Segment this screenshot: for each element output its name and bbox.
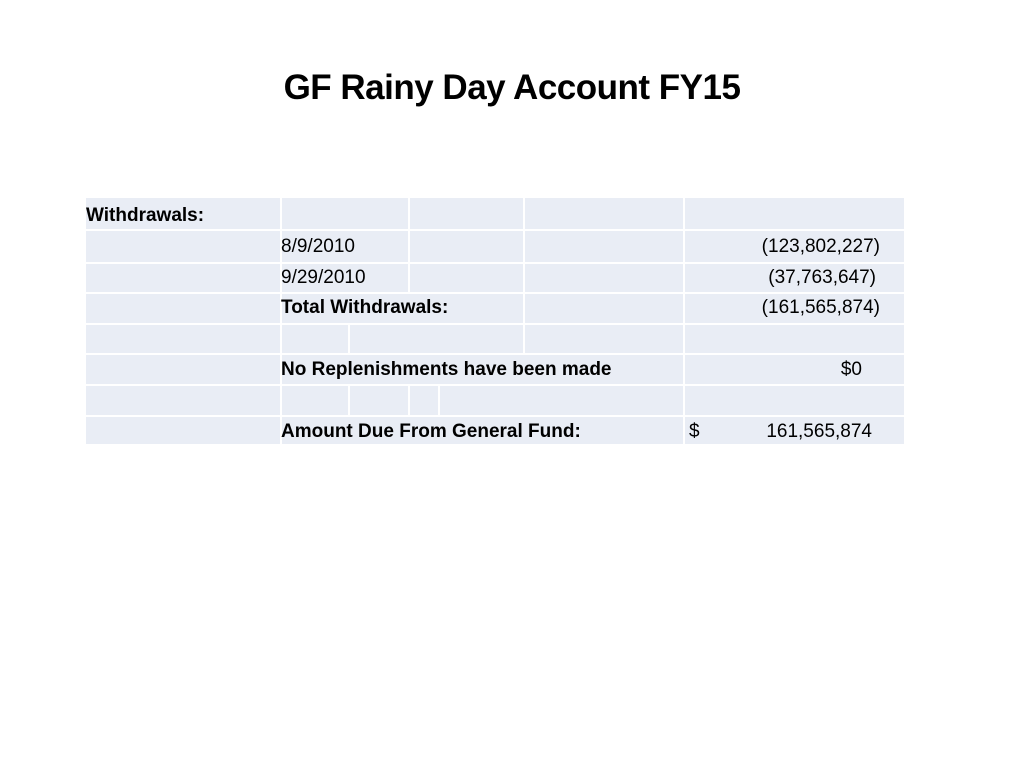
replenishments-amount: $0 — [840, 359, 862, 380]
grid-line — [280, 196, 282, 446]
grid-line — [86, 292, 904, 294]
grid-line — [683, 196, 685, 446]
grid-line — [86, 196, 904, 198]
section-label-withdrawals: Withdrawals: — [86, 205, 205, 226]
grid-line — [86, 353, 904, 355]
grid-line — [408, 196, 410, 292]
grid-line — [408, 384, 410, 415]
grid-line — [86, 262, 904, 264]
grid-line — [86, 323, 904, 325]
total-withdrawals-label: Total Withdrawals: — [281, 297, 449, 318]
grid-line — [86, 415, 904, 417]
withdrawal-date-1: 8/9/2010 — [281, 236, 355, 257]
withdrawal-date-2: 9/29/2010 — [281, 267, 366, 288]
withdrawal-amount-2: (37,763,647) — [768, 267, 876, 288]
total-withdrawals-amount: (161,565,874) — [761, 297, 880, 318]
withdrawals-table — [86, 196, 904, 446]
page-title: GF Rainy Day Account FY15 — [283, 68, 741, 107]
amount-due-value: 161,565,874 — [766, 421, 872, 442]
amount-due-currency: $ — [689, 421, 700, 442]
grid-line — [86, 229, 904, 231]
replenishments-label: No Replenishments have been made — [281, 359, 612, 380]
amount-due-label: Amount Due From General Fund: — [281, 421, 581, 442]
grid-line — [348, 323, 350, 353]
grid-line — [523, 196, 525, 353]
grid-line — [348, 384, 350, 415]
grid-line — [438, 384, 440, 415]
grid-line — [86, 444, 904, 446]
withdrawal-amount-1: (123,802,227) — [761, 236, 880, 257]
grid-line — [86, 384, 904, 386]
